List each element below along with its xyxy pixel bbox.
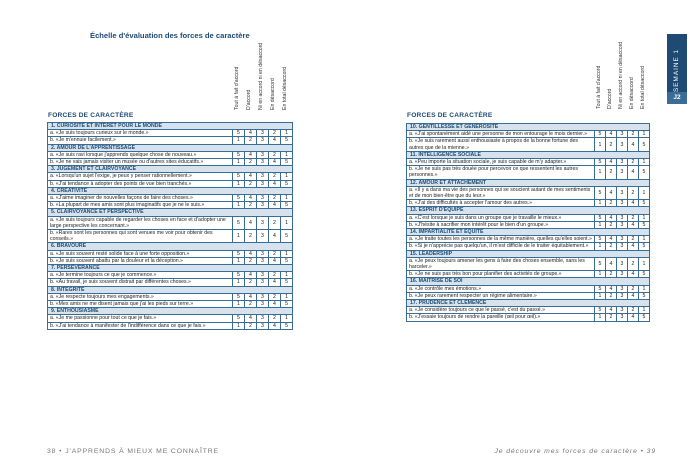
trait-title: 14. IMPARTIALITÉ ET ÉQUITÉ [407,229,650,236]
score-option[interactable]: 3 [617,131,628,138]
score-option[interactable]: 5 [639,221,650,228]
statement-row [48,279,293,286]
trait-header-row [407,124,650,131]
score-option[interactable]: 4 [628,314,639,321]
statement-text: b. «Mes amis ne me disent jamais que j'ai les pieds sur terre.» [48,301,233,308]
score-option[interactable]: 2 [245,230,257,243]
score-option[interactable]: 1 [595,314,606,321]
score-option[interactable]: 1 [233,279,245,286]
statement-row [48,230,293,243]
score-option[interactable]: 4 [245,216,257,229]
score-option[interactable]: 2 [606,166,617,179]
page-title: Échelle d'évaluation des forces de caractère [90,31,250,40]
statement-text: a. «Je suis souvent resté solide face à une forte opposition.» [48,250,233,257]
score-option[interactable]: 5 [281,230,293,243]
score-option[interactable]: 1 [595,138,606,151]
score-option[interactable]: 2 [606,200,617,207]
score-option[interactable]: 2 [245,180,257,187]
statement-row [48,293,293,300]
score-option[interactable]: 4 [269,301,281,308]
score-option[interactable]: 1 [233,257,245,264]
score-option[interactable]: 1 [281,173,293,180]
score-option[interactable]: 1 [595,292,606,299]
statement-row [48,151,293,158]
score-option[interactable]: 3 [617,243,628,250]
score-option[interactable]: 5 [639,243,650,250]
statement-text: a. «Je peux toujours amener les gens à faire des choses ensemble, sans les harceler.» [407,257,595,270]
score-option[interactable]: 4 [269,202,281,209]
score-option[interactable]: 4 [628,221,639,228]
score-option[interactable]: 3 [617,138,628,151]
score-option[interactable]: 2 [606,292,617,299]
score-option[interactable]: 2 [245,202,257,209]
score-option[interactable]: 3 [257,301,269,308]
week-tab-label: SEMAINE 1 [673,48,680,92]
score-option[interactable]: 4 [606,186,617,199]
score-option[interactable]: 4 [245,250,257,257]
score-option[interactable]: 3 [617,166,628,179]
score-option[interactable]: 3 [257,130,269,137]
statement-text: a. «Je me passionne pour tout ce que je fais.» [48,315,233,322]
statement-row [407,159,650,166]
scale-header-text: En total désaccord [282,67,288,110]
score-option[interactable]: 2 [269,293,281,300]
statement-row [48,315,293,322]
score-option[interactable]: 5 [595,257,606,270]
score-option[interactable]: 2 [245,257,257,264]
score-option[interactable]: 1 [233,159,245,166]
score-option[interactable]: 5 [639,292,650,299]
score-option[interactable]: 2 [245,137,257,144]
score-option[interactable]: 4 [269,180,281,187]
score-option[interactable]: 2 [269,216,281,229]
trait-title: 17. PRUDENCE ET CLÉMENCE [407,300,650,307]
score-option[interactable]: 4 [269,279,281,286]
score-option[interactable]: 1 [233,202,245,209]
score-option[interactable]: 2 [245,279,257,286]
statement-text: a. «Peu importe la situation sociale, je suis capable de m'y adapter.» [407,159,595,166]
scale-header-text: Tout à fait d'accord [596,65,602,109]
score-option[interactable]: 2 [628,236,639,243]
statement-text: a. «Je suis toujours capable de regarder les choses en face et d'adopter une large perspective les concernant.» [48,216,233,229]
statement-row [407,186,650,199]
score-option[interactable]: 5 [639,166,650,179]
score-option[interactable]: 3 [617,200,628,207]
score-option[interactable]: 1 [281,272,293,279]
score-option[interactable]: 3 [257,315,269,322]
section-title-left: FORCES DE CARACTÈRE [48,112,134,119]
trait-header-row [407,229,650,236]
rating-scale-header-right [594,41,649,119]
trait-header-row [48,286,293,293]
statement-row [48,195,293,202]
week-tab [667,34,687,96]
score-option[interactable]: 1 [281,216,293,229]
score-option[interactable]: 2 [628,186,639,199]
score-option[interactable]: 5 [281,180,293,187]
score-option[interactable]: 1 [281,315,293,322]
score-option[interactable]: 5 [595,285,606,292]
score-option[interactable]: 5 [639,271,650,278]
score-option[interactable]: 5 [639,314,650,321]
statement-row [407,221,650,228]
score-option[interactable]: 1 [233,180,245,187]
score-option[interactable]: 5 [281,202,293,209]
trait-header-row [407,250,650,257]
statement-text: b. «Je m'ennuie facilement.» [48,137,233,144]
score-option[interactable]: 2 [628,214,639,221]
statement-row [407,314,650,321]
score-option[interactable]: 5 [639,138,650,151]
score-option[interactable]: 5 [233,216,245,229]
score-option[interactable]: 4 [269,137,281,144]
trait-header-row [48,166,293,173]
trait-title: 16. MAÎTRISE DE SOI [407,278,650,285]
score-option[interactable]: 3 [617,159,628,166]
scale-header-text: Tout à fait d'accord [234,66,240,110]
trait-title: 10. GENTILLESSE ET GÉNÉROSITÉ [407,124,650,131]
statement-text: b. «Je peux rarement respecter un régime alimentaire.» [407,292,595,299]
statement-text: b. «Je ne vais jamais visiter un musée ou d'autres sites éducatifs.» [48,159,233,166]
scale-header-text: D'accord [246,89,252,110]
statement-text: a. «J'aime imaginer de nouvelles façons de faire des choses.» [48,195,233,202]
score-option[interactable]: 1 [639,159,650,166]
score-option[interactable]: 3 [257,216,269,229]
score-option[interactable]: 2 [245,159,257,166]
statement-text: b. «Je ne suis pas très bon pour planifier des activités de groupe.» [407,271,595,278]
score-option[interactable]: 4 [628,166,639,179]
score-option[interactable]: 1 [281,195,293,202]
score-option[interactable]: 5 [595,186,606,199]
scale-header-text: En désaccord [629,77,635,109]
score-option[interactable]: 5 [595,214,606,221]
score-option[interactable]: 3 [617,314,628,321]
statement-row [48,180,293,187]
score-option[interactable]: 4 [628,271,639,278]
statement-row [48,257,293,264]
score-option[interactable]: 2 [245,301,257,308]
score-option[interactable]: 3 [257,137,269,144]
score-option[interactable]: 5 [281,279,293,286]
statement-row [407,307,650,314]
statement-row [407,166,650,179]
score-option[interactable]: 3 [257,279,269,286]
score-option[interactable]: 1 [639,285,650,292]
trait-header-row [48,308,293,315]
statement-text: a. «Je respecte toujours mes engagements.» [48,293,233,300]
score-option[interactable]: 2 [269,130,281,137]
score-option[interactable]: 3 [617,221,628,228]
score-option[interactable]: 5 [233,173,245,180]
score-option[interactable]: 2 [628,257,639,270]
score-option[interactable]: 4 [606,131,617,138]
rating-scale-header-left [232,42,292,120]
statement-row [48,272,293,279]
score-option[interactable]: 1 [233,322,245,329]
score-option[interactable]: 4 [269,322,281,329]
score-option[interactable]: 2 [269,151,281,158]
statement-row [407,200,650,207]
score-option[interactable]: 3 [617,257,628,270]
score-option[interactable]: 4 [269,159,281,166]
statement-text: b. «La plupart de mes amis sont plus imaginatifs que je ne le suis.» [48,202,233,209]
character-strengths-table-left [47,122,293,330]
statement-row [407,138,650,151]
score-option[interactable]: 1 [595,166,606,179]
statement-text: b. «J'ai des difficultés à accepter l'amour des autres.» [407,200,595,207]
score-option[interactable]: 4 [628,292,639,299]
trait-title: 6. BRAVOURE [48,243,293,250]
statement-text: b. «J'hésite à sacrifier mon intérêt pour le bien d'un groupe.» [407,221,595,228]
statement-row [407,285,650,292]
score-option[interactable]: 4 [628,243,639,250]
score-option[interactable]: 5 [639,200,650,207]
score-option[interactable]: 4 [245,195,257,202]
score-option[interactable]: 2 [269,272,281,279]
statement-text: b. «J'ai tendance à adopter des points de vue bien tranchés.» [48,180,233,187]
score-option[interactable]: 1 [639,131,650,138]
score-option[interactable]: 4 [606,257,617,270]
statement-text: a. «Je suis ravi lorsque j'apprends quelque chose de nouveau.» [48,151,233,158]
trait-header-row [407,300,650,307]
score-option[interactable]: 2 [606,221,617,228]
trait-title: 8. INTÉGRITÉ [48,286,293,293]
statement-row [48,216,293,229]
trait-title: 12. AMOUR ET ATTACHEMENT [407,179,650,186]
statement-row [48,250,293,257]
statement-row [407,131,650,138]
score-option[interactable]: 3 [617,186,628,199]
score-option[interactable]: 2 [628,131,639,138]
statement-row [48,159,293,166]
score-option[interactable]: 3 [257,272,269,279]
statement-row [407,214,650,221]
score-option[interactable]: 5 [233,250,245,257]
score-option[interactable]: 3 [617,214,628,221]
score-option[interactable]: 2 [628,285,639,292]
score-option[interactable]: 3 [617,292,628,299]
day-code-badge: J2 [667,92,687,104]
trait-header-row [48,123,293,130]
score-option[interactable]: 3 [257,195,269,202]
score-option[interactable]: 5 [595,307,606,314]
score-option[interactable]: 4 [606,159,617,166]
score-option[interactable]: 3 [617,285,628,292]
score-option[interactable]: 1 [595,221,606,228]
score-option[interactable]: 3 [257,159,269,166]
trait-title: 2. AMOUR DE L'APPRENTISSAGE [48,144,293,151]
statement-row [48,322,293,329]
score-option[interactable]: 3 [257,202,269,209]
statement-text: b. «J'essaie toujours de rendre la pareille (œil pour œil).» [407,314,595,321]
score-option[interactable]: 5 [233,315,245,322]
score-option[interactable]: 4 [606,214,617,221]
statement-text: a. «Je traite toutes les personnes de la même manière, quelles qu'elles soient.» [407,236,595,243]
statement-text: a. «Je suis toujours curieux sur le monde.» [48,130,233,137]
trait-title: 9. ENTHOUSIASME [48,308,293,315]
statement-row [407,236,650,243]
score-option[interactable]: 4 [245,315,257,322]
statement-row [48,202,293,209]
trait-title: 13. ESPRIT D'ÉQUIPE [407,207,650,214]
trait-title: 5. CLAIRVOYANCE ET PERSPECTIVE [48,209,293,216]
score-option[interactable]: 1 [281,151,293,158]
score-option[interactable]: 3 [257,250,269,257]
scale-header-text: En désaccord [270,78,276,110]
statement-text: a. «C'est lorsque je suis dans un groupe que je travaille le mieux.» [407,214,595,221]
trait-header-row [407,179,650,186]
score-option[interactable]: 1 [639,186,650,199]
trait-title: 1. CURIOSITÉ ET INTÉRÊT POUR LE MONDE [48,123,293,130]
statement-text: b. «Je suis rarement aussi enthousiaste à propos de la bonne fortune des autres que de la mienne.» [407,138,595,151]
trait-title: 11. INTELLIGENCE SOCIALE [407,151,650,158]
score-option[interactable]: 5 [233,130,245,137]
score-option[interactable]: 1 [595,271,606,278]
trait-title: 7. PERSÉVÉRANCE [48,265,293,272]
score-option[interactable]: 2 [628,307,639,314]
scale-header-text: Ni en accord ni en désaccord [258,42,264,110]
score-option[interactable]: 1 [639,257,650,270]
score-option[interactable]: 1 [639,236,650,243]
score-option[interactable]: 3 [257,151,269,158]
score-option[interactable]: 4 [245,293,257,300]
trait-header-row [48,243,293,250]
score-option[interactable]: 1 [233,230,245,243]
trait-header-row [48,144,293,151]
score-option[interactable]: 1 [233,301,245,308]
score-option[interactable]: 1 [281,250,293,257]
score-option[interactable]: 4 [245,151,257,158]
score-option[interactable]: 4 [245,173,257,180]
footer-right: Je découvre mes forces de caractère • 39 [494,448,656,455]
score-option[interactable]: 2 [269,315,281,322]
character-strengths-table-right [406,123,650,322]
scale-header-text: En total désaccord [640,66,646,109]
trait-title: 15. LEADERSHIP [407,250,650,257]
statement-text: b. «Rares sont les personnes qui sont venues me voir pour obtenir des conseils.» [48,230,233,243]
score-option[interactable]: 2 [269,173,281,180]
score-option[interactable]: 5 [281,137,293,144]
score-option[interactable]: 5 [281,257,293,264]
statement-text: b. «J'ai tendance à manifester de l'indifférence dans ce que je fais.» [48,322,233,329]
footer-left: 38 • J'APPRENDS À MIEUX ME CONNAÎTRE [47,448,220,455]
score-option[interactable]: 5 [233,272,245,279]
statement-row [48,301,293,308]
score-option[interactable]: 3 [257,173,269,180]
trait-header-row [48,209,293,216]
score-option[interactable]: 3 [257,322,269,329]
scale-header-text: Ni en accord ni en désaccord [618,41,624,109]
statement-text: a. «Il y a dans ma vie des personnes qui se soucient autant de mes sentiments et de mon bien-être que du leur.» [407,186,595,199]
trait-header-row [48,187,293,194]
section-title-right: FORCES DE CARACTÈRE [407,112,493,119]
statement-text: a. «Je contrôle mes émotions.» [407,285,595,292]
score-option[interactable]: 1 [595,200,606,207]
score-option[interactable]: 1 [639,307,650,314]
score-option[interactable]: 5 [281,301,293,308]
trait-header-row [407,207,650,214]
statement-row [48,130,293,137]
score-option[interactable]: 3 [617,236,628,243]
score-option[interactable]: 4 [606,285,617,292]
score-option[interactable]: 5 [595,131,606,138]
score-option[interactable]: 4 [628,200,639,207]
score-option[interactable]: 5 [595,159,606,166]
statement-text: a. «Lorsqu'un sujet l'exige, je peux y penser rationnellement.» [48,173,233,180]
score-option[interactable]: 5 [233,195,245,202]
statement-row [407,271,650,278]
score-option[interactable]: 2 [269,195,281,202]
statement-row [407,243,650,250]
score-option[interactable]: 4 [606,236,617,243]
score-option[interactable]: 5 [281,322,293,329]
trait-title: 3. JUGEMENT ET CLAIRVOYANCE [48,166,293,173]
score-option[interactable]: 2 [606,243,617,250]
score-option[interactable]: 2 [628,159,639,166]
score-option[interactable]: 1 [281,293,293,300]
statement-text: b. «Je suis souvent abattu par la douleur et la déception.» [48,257,233,264]
statement-text: a. «Je termine toujours ce que je commence.» [48,272,233,279]
score-option[interactable]: 4 [269,230,281,243]
score-option[interactable]: 3 [617,307,628,314]
score-option[interactable]: 3 [257,180,269,187]
score-option[interactable]: 3 [257,230,269,243]
statement-row [48,137,293,144]
statement-row [407,257,650,270]
scale-header-text: D'accord [607,88,613,109]
statement-row [48,173,293,180]
score-option[interactable]: 1 [233,137,245,144]
score-option[interactable]: 2 [606,314,617,321]
score-option[interactable]: 5 [233,293,245,300]
score-option[interactable]: 2 [245,322,257,329]
score-option[interactable]: 2 [606,271,617,278]
score-option[interactable]: 4 [269,257,281,264]
score-option[interactable]: 2 [269,250,281,257]
statement-text: b. «Je ne suis pas très douée pour percevoir ce que ressentent les autres personnes.» [407,166,595,179]
score-option[interactable]: 3 [617,271,628,278]
trait-header-row [48,265,293,272]
statement-row [407,292,650,299]
score-option[interactable]: 3 [257,257,269,264]
score-option[interactable]: 4 [606,307,617,314]
score-option[interactable]: 3 [257,293,269,300]
score-option[interactable]: 5 [595,236,606,243]
score-option[interactable]: 1 [595,243,606,250]
trait-header-row [407,278,650,285]
score-option[interactable]: 1 [639,214,650,221]
statement-text: a. «Je considère toujours ce que le passé, c'est du passé.» [407,307,595,314]
score-option[interactable]: 5 [281,159,293,166]
trait-header-row [407,151,650,158]
score-option[interactable]: 4 [245,272,257,279]
statement-text: b. «Au travail, je suis souvent distrait par différentes choses.» [48,279,233,286]
score-option[interactable]: 4 [245,130,257,137]
statement-text: b. «Si je n'apprécie pas quelqu'un, il m'est difficile de le traiter équitablement.» [407,243,595,250]
score-option[interactable]: 2 [606,138,617,151]
score-option[interactable]: 4 [628,138,639,151]
score-option[interactable]: 1 [281,130,293,137]
trait-title: 4. CRÉATIVITÉ [48,187,293,194]
statement-text: a. «J'ai spontanément aidé une personne de mon entourage le mois dernier.» [407,131,595,138]
score-option[interactable]: 5 [233,151,245,158]
